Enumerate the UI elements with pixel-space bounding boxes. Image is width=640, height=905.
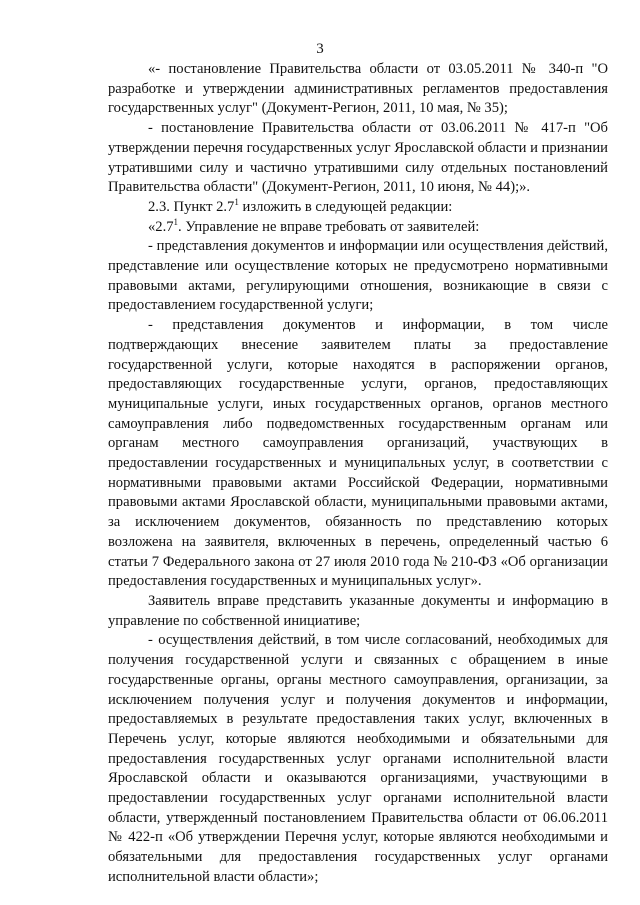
paragraph-clause-2-7-1 <box>108 218 608 238</box>
paragraph-resolution-340: «- постановление Правительства области от 03.05.2011 № 340-п "О разработке и утверждении административных регламентов предоставления государственных услуг" (Документ-Регион, 2011, 10 мая, № 35); <box>108 61 608 117</box>
paragraph-applicant-initiative: Заявитель вправе представить указанные документы и информацию в управление по собственной инициативе; <box>108 592 608 629</box>
clause-2-7-1-superscript: 1 <box>173 216 179 227</box>
paragraph-item-approvals: - осуществления действий, в том числе согласований, необходимых для получения государственной услуги и связанных с обращением в иные государственные органы, органы местного самоуправления, организации, за исключением получения услуг и получения документов и информации, предоставляемых в результате предоставления таких услуг, включенных в Перечень услуг, которые являются необходимыми и обязательными для предоставления государственных услуг органами исполнительной власти Ярославской области и оказываются организациями, участвующими в предоставлении государственных услуг органами исполнительной власти области, утвержденный постановлением Правительства области от 06.06.2011 № 422-п «Об утверждении Перечня услуг, которые являются необходимыми и обязательными для предоставления государственных услуг органами исполнительной власти области»; <box>108 632 608 885</box>
paragraph-item-documents-actions: - представления документов и информации или осуществления действий, представление или осуществление которых не предусмотрено нормативными правовыми актами, регулирующими отношения, возникающие в связи с предоставлением государственной услуги; <box>108 238 608 314</box>
paragraph-item-documents-information: - представления документов и информации, в том числе подтверждающих внесение заявителем платы за предоставление государственной услуги, которые находятся в распоряжении органов, предоставляющих государственные услуги, органов, предоставляющих муниципальные услуги, иных государственных органов, органов местного самоуправления либо подведомственных государственным органам или органам местного самоуправления организаций, участвующих в предоставлении государственных и муниципальных услуг, в соответствии с нормативными правовыми актами Российской Федерации, нормативными правовыми актами Ярославской области, муниципальными правовыми актами, за исключением документов, обязанность по представлению которых возложена на заявителя, включенных в перечень, определенный частью 6 статьи 7 Федерального закона от 27 июля 2010 года № 210-ФЗ «Об организации предоставления государственных и муниципальных услуг». <box>108 317 608 590</box>
clause-2-7-1-text-start: «2.7 <box>148 218 174 235</box>
clause-2-7-1-text-end: . Управление не вправе требовать от заявителей: <box>178 218 480 235</box>
paragraph-section-2-3 <box>108 198 608 218</box>
section-2-3-text-end: изложить в следующей редакции: <box>238 198 453 215</box>
section-2-3-superscript: 1 <box>234 197 239 208</box>
paragraph-resolution-417: - постановление Правительства области от 03.06.2011 № 417-п "Об утверждении перечня государственных услуг Ярославской области и признании утратившими силу и частично утратившими силу отдельных постановлений Правительства области" (Документ-Регион, 2011, 10 июня, № 44);». <box>108 120 608 196</box>
section-2-3-text-start: 2.3. Пункт 2.7 <box>148 198 235 215</box>
page-number: 3 <box>316 41 324 57</box>
document-body <box>108 60 608 888</box>
